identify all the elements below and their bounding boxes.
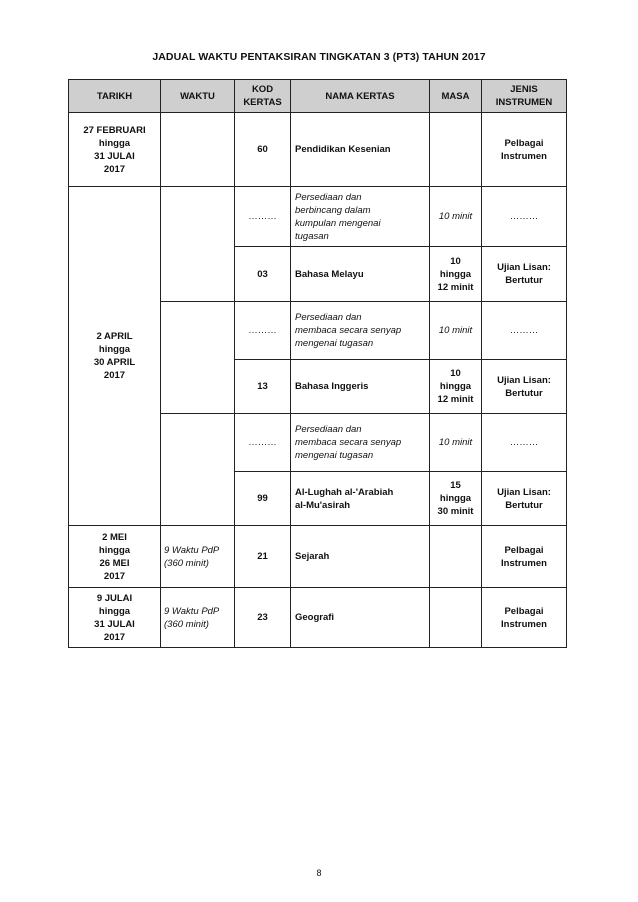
kod-cell: 60 [235, 113, 291, 187]
jenis-cell: Ujian Lisan: Bertutur [482, 247, 567, 302]
table-row [69, 588, 567, 648]
masa-cell: 10 minit [430, 302, 482, 360]
jenis-cell: Pelbagai Instrumen [482, 113, 567, 187]
header-nama-kertas: NAMA KERTAS [291, 80, 430, 113]
table-row [69, 526, 567, 588]
nama-cell: Bahasa Melayu [291, 247, 430, 302]
header-waktu: WAKTU [161, 80, 235, 113]
header-kod-kertas: KOD KERTAS [235, 80, 291, 113]
jenis-cell: ……… [482, 187, 567, 247]
masa-cell [430, 526, 482, 588]
masa-cell: 10 hingga 12 minit [430, 247, 482, 302]
jenis-cell: Pelbagai Instrumen [482, 588, 567, 648]
masa-cell: 10 minit [430, 187, 482, 247]
waktu-cell [161, 414, 235, 526]
jenis-cell: ……… [482, 302, 567, 360]
nama-cell: Persediaan dan berbincang dalam kumpulan mengenai tugasan [291, 187, 430, 247]
nama-cell: Persediaan dan membaca secara senyap mengenai tugasan [291, 302, 430, 360]
kod-cell: ……… [235, 302, 291, 360]
jenis-cell: ……… [482, 414, 567, 472]
kod-cell: 13 [235, 360, 291, 414]
table-row [69, 113, 567, 187]
header-jenis-instrumen: JENIS INSTRUMEN [482, 80, 567, 113]
jenis-cell: Ujian Lisan: Bertutur [482, 472, 567, 526]
tarikh-cell: 27 FEBRUARI hingga 31 JULAI 2017 [69, 113, 161, 187]
exam-schedule-table [68, 79, 567, 648]
kod-cell: 99 [235, 472, 291, 526]
kod-cell: 03 [235, 247, 291, 302]
masa-cell: 15 hingga 30 minit [430, 472, 482, 526]
nama-cell: Al-Lughah al-'Arabiah al-Mu'asirah [291, 472, 430, 526]
masa-cell: 10 minit [430, 414, 482, 472]
jenis-cell: Ujian Lisan: Bertutur [482, 360, 567, 414]
table-header-row [69, 80, 567, 113]
header-tarikh: TARIKH [69, 80, 161, 113]
tarikh-cell: 9 JULAI hingga 31 JULAI 2017 [69, 588, 161, 648]
nama-cell: Geografi [291, 588, 430, 648]
nama-cell: Bahasa Inggeris [291, 360, 430, 414]
waktu-cell: 9 Waktu PdP (360 minit) [161, 526, 235, 588]
kod-cell: ……… [235, 187, 291, 247]
masa-cell [430, 113, 482, 187]
nama-cell: Pendidikan Kesenian [291, 113, 430, 187]
page-title: JADUAL WAKTU PENTAKSIRAN TINGKATAN 3 (PT3) TAHUN 2017 [152, 51, 486, 63]
waktu-cell [161, 302, 235, 414]
waktu-cell: 9 Waktu PdP (360 minit) [161, 588, 235, 648]
nama-cell: Sejarah [291, 526, 430, 588]
masa-cell: 10 hingga 12 minit [430, 360, 482, 414]
masa-cell [430, 588, 482, 648]
jenis-cell: Pelbagai Instrumen [482, 526, 567, 588]
header-masa: MASA [430, 80, 482, 113]
waktu-cell [161, 187, 235, 302]
kod-cell: 21 [235, 526, 291, 588]
tarikh-cell: 2 MEI hingga 26 MEI 2017 [69, 526, 161, 588]
waktu-cell [161, 113, 235, 187]
nama-cell: Persediaan dan membaca secara senyap mengenai tugasan [291, 414, 430, 472]
kod-cell: ……… [235, 414, 291, 472]
tarikh-cell: 2 APRIL hingga 30 APRIL 2017 [69, 187, 161, 526]
table-row [69, 187, 567, 247]
page-number: 8 [316, 868, 322, 878]
kod-cell: 23 [235, 588, 291, 648]
